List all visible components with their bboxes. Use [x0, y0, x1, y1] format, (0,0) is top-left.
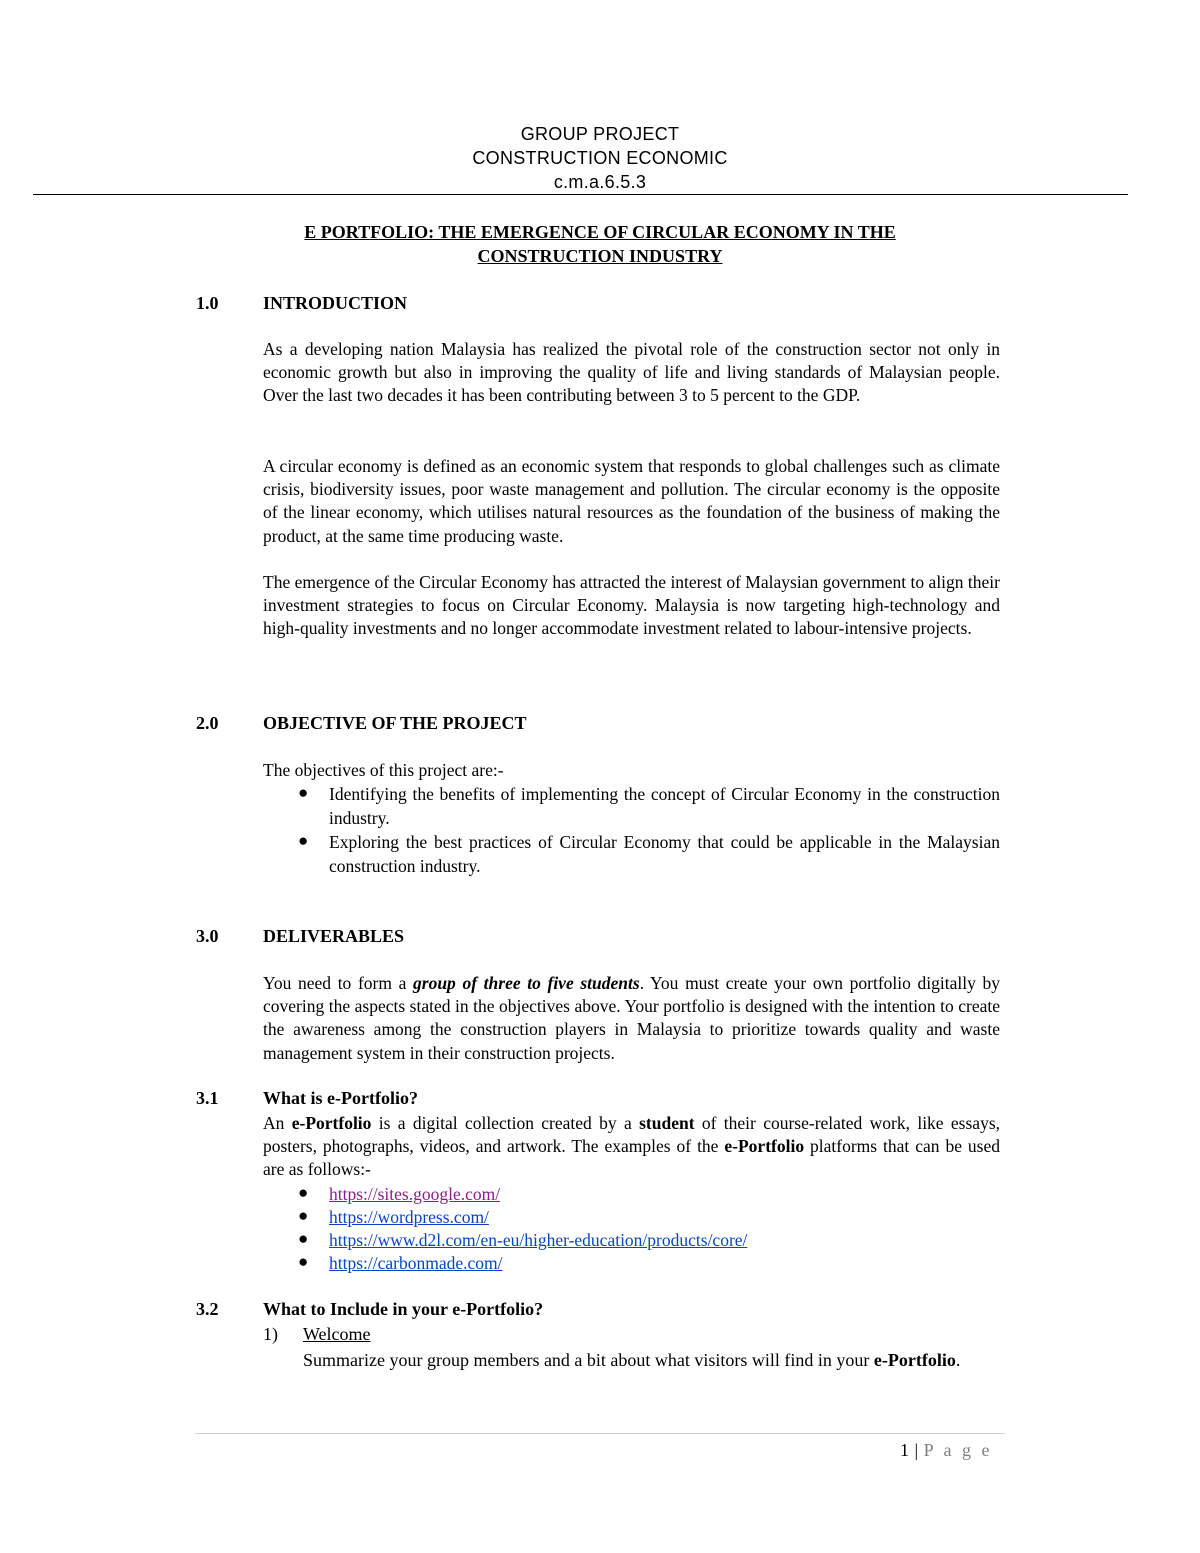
page-number: 1 — [900, 1440, 910, 1460]
objective-bullet-1: Identifying the benefits of implementing the concept of Circular Economy in the construction industry. — [329, 784, 1000, 828]
link-carbonmade[interactable]: https://carbonmade.com/ — [329, 1253, 503, 1273]
page-label: P a g e — [923, 1440, 993, 1460]
group-size-emphasis: group of three to five students — [413, 973, 640, 993]
bullet-icon: ● — [298, 831, 309, 850]
page-footer — [900, 1440, 992, 1461]
bullet-icon: ● — [298, 1229, 309, 1248]
intro-paragraph-3: The emergence of the Circular Economy has attracted the interest of Malaysian government to align their investment strategies to focus on Circular Economy. Malaysia is now targeting high-technology and high-quality investments and no longer accommodate investment related to labour-intensive projects. — [263, 572, 1000, 639]
bullet-icon: ● — [298, 783, 309, 802]
section-heading-deliverables: DELIVERABLES — [263, 926, 405, 946]
deliverables-text: . You must create your own portfolio digitally by covering the aspects stated in the objectives above. Your portfolio is designed with the intention to create the awareness among the construction players in Malaysia to prioritize towards quality and waste management system in their construction projects. — [263, 973, 1000, 1063]
section-number: 3.2 — [196, 1299, 219, 1319]
definition-text: of their course-related work, like essays, posters, photographs, videos, and artwork. The examples of the — [263, 1113, 1000, 1157]
section-number: 3.1 — [196, 1088, 219, 1108]
welcome-term: e-Portfolio — [873, 1350, 956, 1370]
welcome-text: Summarize your group members and a bit about what visitors will find in your — [303, 1350, 874, 1370]
deliverables-paragraph — [263, 972, 1000, 1065]
section-heading-introduction: INTRODUCTION — [263, 293, 408, 313]
section-heading-objective: OBJECTIVE OF THE PROJECT — [263, 713, 527, 733]
header-line-3: c.m.a.6.5.3 — [553, 172, 647, 192]
definition-term: student — [639, 1113, 695, 1133]
footer-divider — [195, 1433, 1005, 1434]
objectives-intro: The objectives of this project are:- — [263, 760, 504, 780]
definition-text: is a digital collection created by a — [371, 1113, 640, 1133]
header-line-2: CONSTRUCTION ECONOMIC — [472, 148, 728, 168]
header-line-1: GROUP PROJECT — [520, 124, 680, 144]
bullet-icon: ● — [298, 1183, 309, 1202]
bullet-icon: ● — [298, 1252, 309, 1271]
definition-term: e-Portfolio — [291, 1113, 372, 1133]
list-item-title-welcome: Welcome — [303, 1324, 371, 1344]
section-number: 2.0 — [196, 713, 219, 733]
welcome-description — [303, 1348, 1000, 1373]
definition-text: An — [263, 1113, 292, 1133]
eportfolio-definition — [263, 1112, 1000, 1182]
objective-bullet-2: Exploring the best practices of Circular Economy that could be applicable in the Malaysian construction industry. — [329, 832, 1000, 876]
bullet-icon: ● — [298, 1206, 309, 1225]
definition-term: e-Portfolio — [724, 1136, 805, 1157]
definition-text: platforms that can be used are as follows:- — [263, 1136, 1000, 1180]
header-divider — [33, 194, 1128, 195]
list-item-number: 1) — [263, 1324, 278, 1344]
document-title-line-1: E PORTFOLIO: THE EMERGENCE OF CIRCULAR ECONOMY IN THE — [304, 222, 896, 242]
link-d2l[interactable]: https://www.d2l.com/en-eu/higher-education/products/core/ — [329, 1230, 748, 1250]
intro-paragraph-1: As a developing nation Malaysia has realized the pivotal role of the construction sector not only in economic growth but also in improving the quality of life and living standards of Malaysian people. Over the last two decades it has been contributing between 3 to 5 percent to the GDP. — [263, 339, 1000, 406]
deliverables-text: You need to form a — [263, 973, 414, 993]
intro-paragraph-2: A circular economy is defined as an economic system that responds to global challenges such as climate crisis, biodiversity issues, poor waste management and pollution. The circular economy is the opposite of the linear economy, which utilises natural resources as the foundation of the business of making the product, at the same time producing waste. — [263, 456, 1000, 546]
link-wordpress[interactable]: https://wordpress.com/ — [329, 1207, 489, 1227]
section-heading-what-is-eportfolio: What is e-Portfolio? — [263, 1088, 418, 1108]
section-number: 1.0 — [196, 293, 219, 313]
document-title-line-2: CONSTRUCTION INDUSTRY — [477, 246, 723, 266]
section-heading-what-to-include: What to Include in your e-Portfolio? — [263, 1299, 544, 1319]
footer-separator: | — [914, 1440, 919, 1460]
welcome-text: . — [955, 1350, 961, 1370]
link-google-sites[interactable]: https://sites.google.com/ — [329, 1184, 501, 1204]
section-number: 3.0 — [196, 926, 219, 946]
